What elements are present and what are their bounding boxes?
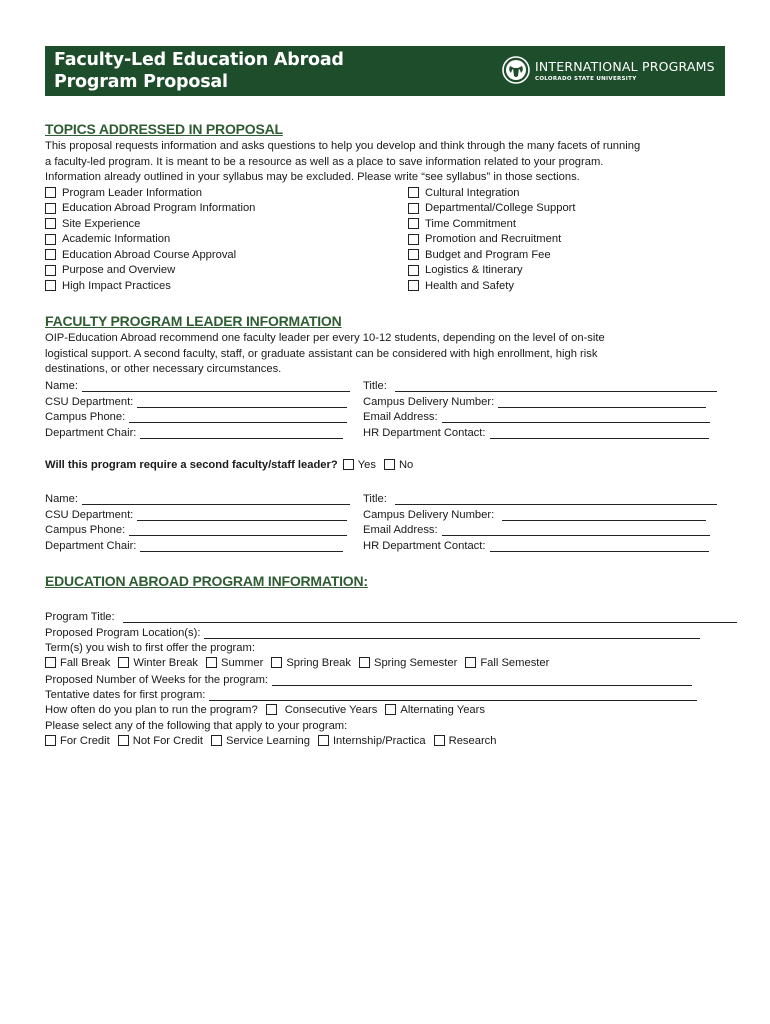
- checkbox[interactable]: [408, 265, 419, 276]
- leader-phone-field[interactable]: [45, 408, 347, 423]
- field-label: Title:: [363, 493, 387, 505]
- input-line[interactable]: [442, 411, 710, 423]
- topic-label: Budget and Program Fee: [425, 248, 551, 261]
- checkbox[interactable]: [384, 459, 395, 470]
- second-dept-field[interactable]: [45, 506, 347, 521]
- topic-item[interactable]: [45, 232, 170, 247]
- second-title-field[interactable]: [363, 490, 717, 505]
- terms-label: [45, 639, 255, 654]
- question-label: Will this program require a second faculty/staff leader?: [45, 458, 338, 471]
- form-title: [54, 49, 344, 93]
- input-line[interactable]: [442, 524, 710, 536]
- option-label: Internship/Practica: [332, 734, 426, 747]
- field-label: Department Chair:: [45, 426, 137, 439]
- field-label: Program Title:: [45, 611, 115, 623]
- field-label: Email Address:: [363, 411, 438, 423]
- checkbox[interactable]: [434, 735, 445, 746]
- option-label: Fall Break: [60, 656, 111, 669]
- program-heading: EDUCATION ABROAD PROGRAM INFORMATION:: [45, 573, 368, 589]
- input-line[interactable]: [502, 509, 706, 521]
- option-yes[interactable]: [343, 459, 376, 471]
- field-label: Please select any of the following that apply to your program:: [45, 720, 348, 732]
- leader-delivery-field[interactable]: [363, 393, 706, 408]
- leader-title-field[interactable]: [363, 377, 717, 392]
- topic-item[interactable]: [45, 185, 202, 200]
- leader-intro-line: logistical support. A second faculty, staff, or graduate assistant can be considered with high enrollment, high risk: [45, 347, 598, 360]
- topic-item[interactable]: [408, 278, 514, 293]
- input-line[interactable]: [209, 689, 697, 701]
- field-label: Name:: [45, 380, 78, 392]
- form-title-line1: Faculty-Led Education Abroad: [54, 50, 344, 70]
- topic-item[interactable]: [45, 263, 175, 278]
- input-line[interactable]: [490, 540, 709, 552]
- topic-label: Departmental/College Support: [425, 202, 576, 214]
- option-label: For Credit: [60, 734, 110, 747]
- checkbox[interactable]: [343, 459, 354, 470]
- apply-label: [45, 717, 347, 732]
- topic-label: Program Leader Information: [62, 186, 202, 199]
- checkbox[interactable]: [408, 249, 419, 260]
- option-label: Research: [448, 734, 497, 747]
- checkbox[interactable]: [118, 735, 129, 746]
- input-line[interactable]: [82, 493, 350, 505]
- checkbox[interactable]: [408, 203, 419, 214]
- checkbox[interactable]: [465, 657, 476, 668]
- input-line[interactable]: [272, 674, 692, 686]
- apply-option[interactable]: [318, 735, 426, 747]
- program-title-field[interactable]: [45, 608, 737, 623]
- checkbox[interactable]: [45, 187, 56, 198]
- topic-item[interactable]: [408, 185, 520, 200]
- term-option[interactable]: [118, 657, 198, 669]
- ram-logo-icon: [502, 56, 530, 84]
- topic-item[interactable]: [408, 216, 516, 231]
- second-hr-field[interactable]: [363, 537, 709, 552]
- topic-label: Education Abroad Program Information: [62, 202, 256, 214]
- field-label: Tentative dates for first program:: [45, 689, 206, 701]
- checkbox[interactable]: [45, 280, 56, 291]
- checkbox[interactable]: [45, 218, 56, 229]
- topics-intro-line: Information already outlined in your syllabus may be excluded. Please write “see syllabus” in those sections.: [45, 171, 580, 183]
- checkbox[interactable]: [45, 234, 56, 245]
- topic-label: Promotion and Recruitment: [425, 233, 562, 245]
- input-line[interactable]: [123, 611, 737, 623]
- topic-item[interactable]: [45, 247, 236, 262]
- topic-item[interactable]: [45, 278, 171, 293]
- input-line[interactable]: [498, 396, 706, 408]
- input-line[interactable]: [129, 524, 347, 536]
- input-line[interactable]: [395, 380, 717, 392]
- topic-label: Site Experience: [62, 217, 141, 230]
- topic-label: Time Commitment: [425, 217, 516, 230]
- checkbox[interactable]: [359, 657, 370, 668]
- topic-item[interactable]: [408, 247, 551, 262]
- apply-options: [45, 733, 505, 748]
- input-line[interactable]: [204, 627, 700, 639]
- second-delivery-field[interactable]: [363, 506, 706, 521]
- field-label: CSU Department:: [45, 508, 134, 521]
- input-line[interactable]: [395, 493, 717, 505]
- apply-option[interactable]: [211, 735, 310, 747]
- option-label: Spring Semester: [374, 656, 458, 669]
- program-location-field[interactable]: [45, 624, 700, 639]
- header-banner: [45, 46, 725, 96]
- field-label: Email Address:: [363, 524, 438, 536]
- leader-intro: [45, 331, 725, 378]
- input-line[interactable]: [140, 427, 343, 439]
- option-label: Winter Break: [133, 656, 199, 669]
- leader-dept-field[interactable]: [45, 393, 347, 408]
- term-option[interactable]: [206, 657, 263, 669]
- term-option[interactable]: [359, 657, 457, 669]
- field-label: Name:: [45, 493, 78, 505]
- leader-heading: FACULTY PROGRAM LEADER INFORMATION: [45, 313, 342, 329]
- field-label: Campus Phone:: [45, 524, 126, 536]
- input-line[interactable]: [140, 540, 343, 552]
- checkbox[interactable]: [45, 249, 56, 260]
- option-label: Not For Credit: [132, 734, 203, 747]
- checkbox[interactable]: [118, 657, 129, 668]
- topic-item[interactable]: [45, 201, 255, 216]
- apply-option[interactable]: [434, 735, 497, 747]
- checkbox[interactable]: [45, 735, 56, 746]
- second-leader-question: [45, 457, 421, 472]
- option-label: No: [398, 458, 414, 471]
- option-label: Summer: [221, 656, 264, 669]
- second-email-field[interactable]: [363, 521, 710, 536]
- topic-label: Academic Information: [62, 233, 171, 245]
- field-label: HR Department Contact:: [363, 539, 486, 552]
- topic-label: Purpose and Overview: [62, 264, 176, 276]
- term-option[interactable]: [465, 657, 549, 669]
- topic-item[interactable]: [408, 201, 576, 216]
- second-phone-field[interactable]: [45, 521, 347, 536]
- topic-item[interactable]: [45, 216, 140, 231]
- checkbox[interactable]: [271, 657, 282, 668]
- frequency-option[interactable]: [266, 704, 378, 716]
- terms-options: [45, 655, 557, 670]
- checkbox[interactable]: [318, 735, 329, 746]
- field-label: Campus Delivery Number:: [363, 508, 495, 521]
- leader-intro-line: OIP-Education Abroad recommend one faculty leader per every 10-12 students, depending on the level of on-site: [45, 332, 605, 344]
- leader-email-field[interactable]: [363, 408, 710, 423]
- topics-heading: TOPICS ADDRESSED IN PROPOSAL: [45, 121, 283, 137]
- input-line[interactable]: [490, 427, 709, 439]
- topic-item[interactable]: [408, 232, 561, 247]
- topics-intro: [45, 139, 725, 186]
- leader-intro-line: destinations, or other necessary circumstances.: [45, 363, 282, 375]
- checkbox[interactable]: [266, 704, 277, 715]
- input-line[interactable]: [137, 509, 347, 521]
- field-label: Campus Phone:: [45, 411, 126, 423]
- checkbox[interactable]: [45, 265, 56, 276]
- field-label: Term(s) you wish to first offer the program:: [45, 642, 255, 654]
- checkbox[interactable]: [211, 735, 222, 746]
- topic-label: Logistics & Itinerary: [425, 264, 523, 276]
- option-label: Fall Semester: [480, 656, 550, 669]
- topic-label: Education Abroad Course Approval: [62, 248, 237, 261]
- field-label: Proposed Number of Weeks for the program:: [45, 673, 269, 686]
- option-label: Consecutive Years: [284, 703, 378, 716]
- form-title-line2: Program Proposal: [54, 72, 228, 92]
- option-no[interactable]: [384, 459, 413, 471]
- input-line[interactable]: [82, 380, 350, 392]
- topic-label: Health and Safety: [425, 279, 514, 292]
- program-weeks-field[interactable]: [45, 671, 692, 686]
- topics-intro-line: a faculty-led program. It is meant to be a resource as well as a place to save information related to your program.: [45, 155, 604, 168]
- option-label: Spring Break: [286, 656, 351, 669]
- topics-intro-line: This proposal requests information and asks questions to help you develop and think through the many facets of running: [45, 140, 641, 152]
- org-subtitle: COLORADO STATE UNIVERSITY: [535, 76, 637, 82]
- leader-name-field[interactable]: [45, 377, 350, 392]
- second-name-field[interactable]: [45, 490, 350, 505]
- topic-label: High Impact Practices: [62, 279, 171, 292]
- checkbox[interactable]: [408, 218, 419, 229]
- option-label: Yes: [357, 458, 376, 471]
- input-line[interactable]: [129, 411, 347, 423]
- checkbox[interactable]: [408, 280, 419, 291]
- term-option[interactable]: [45, 657, 110, 669]
- leader-hr-field[interactable]: [363, 424, 709, 439]
- field-label: Proposed Program Location(s):: [45, 626, 201, 639]
- apply-option[interactable]: [45, 735, 110, 747]
- checkbox[interactable]: [45, 657, 56, 668]
- option-label: Alternating Years: [400, 703, 485, 716]
- apply-option[interactable]: [118, 735, 203, 747]
- field-label: HR Department Contact:: [363, 426, 486, 439]
- org-name: INTERNATIONAL PROGRAMS: [535, 59, 715, 74]
- checkbox[interactable]: [206, 657, 217, 668]
- second-chair-field[interactable]: [45, 537, 343, 552]
- checkbox[interactable]: [385, 704, 396, 715]
- field-label: Department Chair:: [45, 539, 137, 552]
- topic-item[interactable]: [408, 263, 523, 278]
- field-label: Title:: [363, 380, 387, 392]
- checkbox[interactable]: [45, 203, 56, 214]
- topic-label: Cultural Integration: [425, 186, 520, 199]
- question-label: How often do you plan to run the program?: [45, 703, 258, 716]
- option-label: Service Learning: [225, 734, 310, 747]
- term-option[interactable]: [271, 657, 351, 669]
- input-line[interactable]: [137, 396, 347, 408]
- leader-chair-field[interactable]: [45, 424, 343, 439]
- checkbox[interactable]: [408, 234, 419, 245]
- frequency-option[interactable]: [385, 704, 485, 716]
- field-label: CSU Department:: [45, 395, 134, 408]
- program-dates-field[interactable]: [45, 686, 697, 701]
- field-label: Campus Delivery Number:: [363, 395, 495, 408]
- frequency-question: [45, 702, 493, 717]
- checkbox[interactable]: [408, 187, 419, 198]
